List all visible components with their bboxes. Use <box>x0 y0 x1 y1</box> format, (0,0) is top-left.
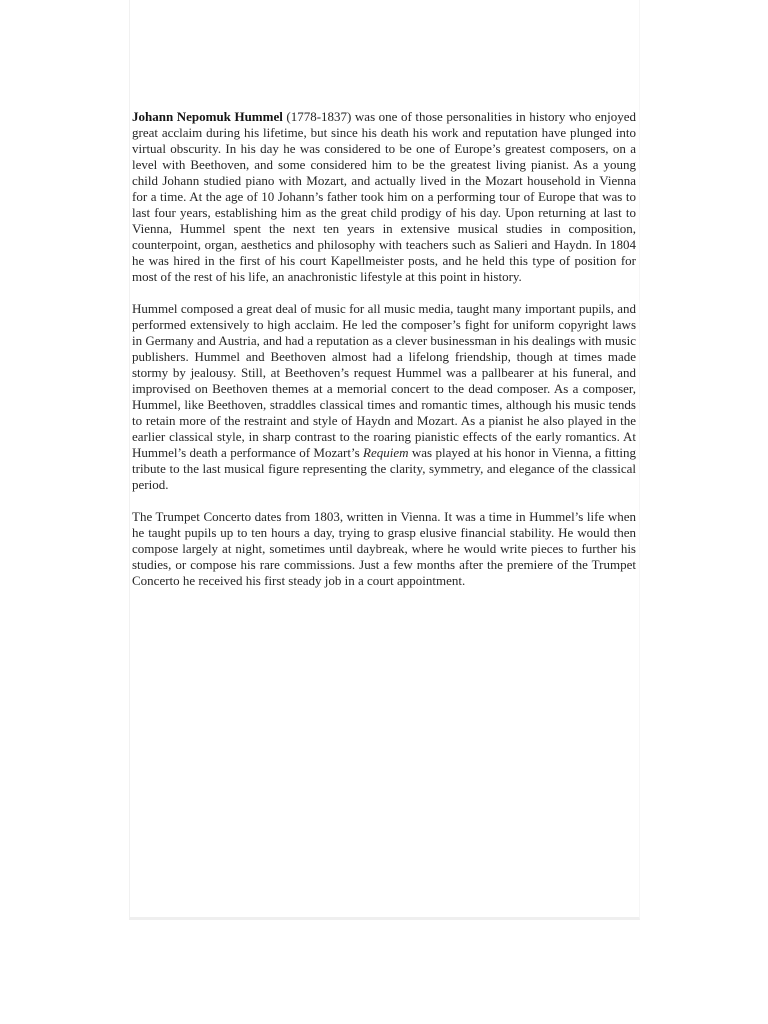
paragraph-text: The Trumpet Concerto dates from 1803, written in Vienna. It was a time in Hummel’s life when he taught pupils up to ten hours a day, trying to grasp elusive financial stability. He would then compose largely at night, sometimes until daybreak, where he would write pieces to further his studies, or compose his rare commissions. Just a few months after the premiere of the Trumpet Concerto he received his first steady job in a court appointment. <box>132 509 636 588</box>
document-text-block <box>132 109 636 605</box>
paragraph-text: (1778-1837) was one of those personalities in history who enjoyed great acclaim during his lifetime, but since his death his work and reputation have plunged into virtual obscurity. In his day he was considered to be one of Europe’s greatest composers, on a level with Beethoven, and some considered him to be the greatest living pianist. As a young child Johann studied piano with Mozart, and actually lived in the Mozart household in Vienna for a time. At the age of 10 Johann’s father took him on a performing tour of Europe that was to last four years, establishing him as the great child prodigy of his day. Upon returning at last to Vienna, Hummel spent the next ten years in extensive musical studies in composition, counterpoint, organ, aesthetics and philosophy with teachers such as Salieri and Haydn. In 1804 he was hired in the first of his court Kapellmeister posts, and he held this type of position for most of the rest of his life, an anachronistic lifestyle at this point in history. <box>132 109 636 284</box>
paragraph-biography-early-life <box>132 109 636 285</box>
paragraph-text: was played at his honor in Vienna, a fitting tribute to the last musical figure representing the clarity, symmetry, and elegance of the classical period. <box>132 445 636 492</box>
document-page <box>129 0 640 920</box>
composer-name-bold: Johann Nepomuk Hummel <box>132 109 283 124</box>
paragraph-career-and-legacy <box>132 301 636 493</box>
work-title-italic: Requiem <box>363 445 409 460</box>
paragraph-trumpet-concerto <box>132 509 636 589</box>
paragraph-text: Hummel composed a great deal of music for all music media, taught many important pupils, and performed extensively to high acclaim. He led the composer’s fight for uniform copyright laws in Germany and Austria, and had a reputation as a clever businessman in his dealings with music publishers. Hummel and Beethoven almost had a lifelong friendship, though at times made stormy by jealousy. Still, at Beethoven’s request Hummel was a pallbearer at his funeral, and improvised on Beethoven themes at a memorial concert to the dead composer. As a composer, Hummel, like Beethoven, straddles classical times and romantic times, although his music tends to retain more of the restraint and style of Haydn and Mozart. As a pianist he also played in the earlier classical style, in sharp contrast to the roaring pianistic effects of the early romantics. At Hummel’s death a performance of Mozart’s <box>132 301 636 460</box>
